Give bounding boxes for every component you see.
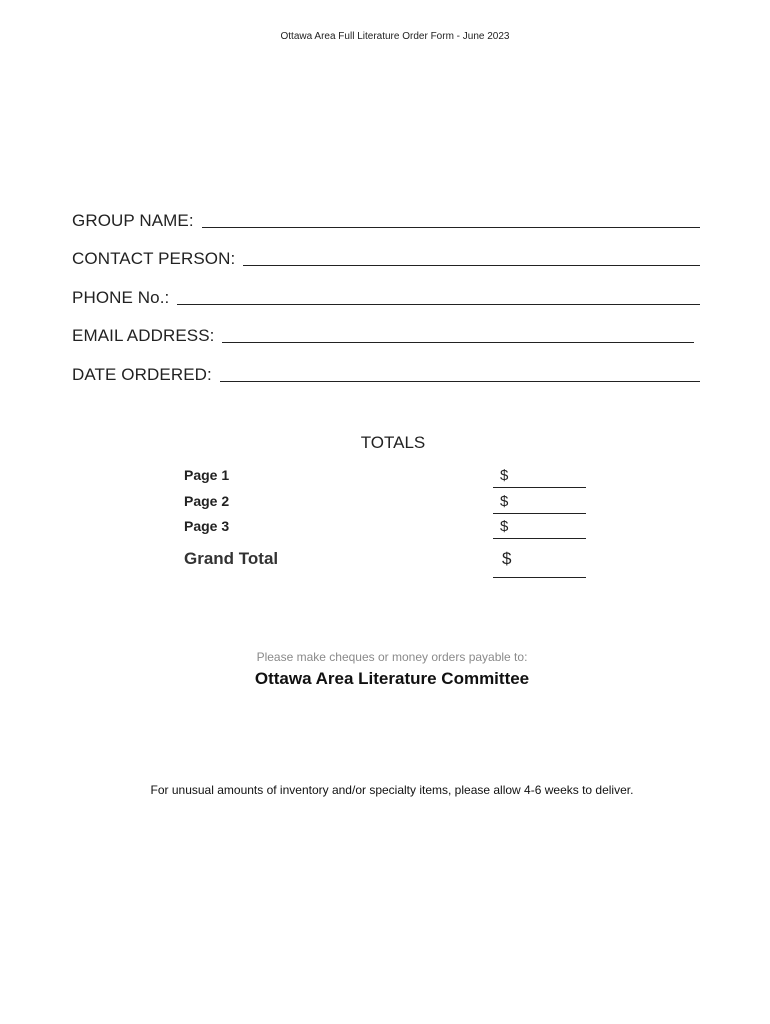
date-ordered-label: DATE ORDERED: bbox=[72, 364, 212, 384]
payee-name: Ottawa Area Literature Committee bbox=[254, 669, 530, 688]
total-row-label: Page 1 bbox=[184, 467, 230, 483]
group-name-line[interactable] bbox=[202, 226, 700, 228]
total-row-page-1 bbox=[184, 467, 588, 491]
currency-symbol: $ bbox=[500, 467, 509, 484]
contact-person-field[interactable] bbox=[72, 231, 700, 270]
payment-note: Please make cheques or money orders payable to: bbox=[256, 650, 528, 664]
email-address-label: EMAIL ADDRESS: bbox=[72, 326, 215, 345]
email-address-field[interactable] bbox=[72, 308, 700, 347]
date-ordered-field[interactable] bbox=[72, 346, 700, 385]
grand-total-label: Grand Total bbox=[184, 549, 279, 568]
contact-person-label: CONTACT PERSON: bbox=[72, 249, 236, 268]
currency-symbol: $ bbox=[502, 549, 512, 568]
date-ordered-line[interactable] bbox=[220, 380, 700, 382]
delivery-notice: For unusual amounts of inventory and/or specialty items, please allow 4-6 weeks to deliver. bbox=[150, 783, 634, 797]
phone-field[interactable] bbox=[72, 269, 700, 308]
grand-total-amount-line[interactable] bbox=[493, 577, 586, 578]
email-address-line[interactable] bbox=[222, 341, 694, 343]
currency-symbol: $ bbox=[500, 493, 509, 510]
currency-symbol: $ bbox=[500, 518, 509, 535]
total-row-label: Page 2 bbox=[184, 493, 230, 509]
total-row-label: Page 3 bbox=[184, 518, 230, 534]
phone-line[interactable] bbox=[177, 303, 700, 305]
contact-person-line[interactable] bbox=[243, 264, 700, 266]
total-row-page-3 bbox=[184, 518, 588, 542]
amount-line[interactable] bbox=[493, 538, 586, 539]
phone-label: PHONE No.: bbox=[72, 287, 170, 307]
totals-heading: TOTALS bbox=[360, 433, 426, 452]
amount-line[interactable] bbox=[493, 513, 586, 514]
group-name-label: GROUP NAME: bbox=[72, 210, 194, 230]
grand-total-row bbox=[184, 549, 588, 581]
amount-line[interactable] bbox=[493, 487, 586, 488]
contact-form bbox=[72, 192, 700, 385]
total-row-page-2 bbox=[184, 493, 588, 517]
page-header: Ottawa Area Full Literature Order Form - June 2023 bbox=[280, 31, 510, 42]
group-name-field[interactable] bbox=[72, 192, 700, 231]
